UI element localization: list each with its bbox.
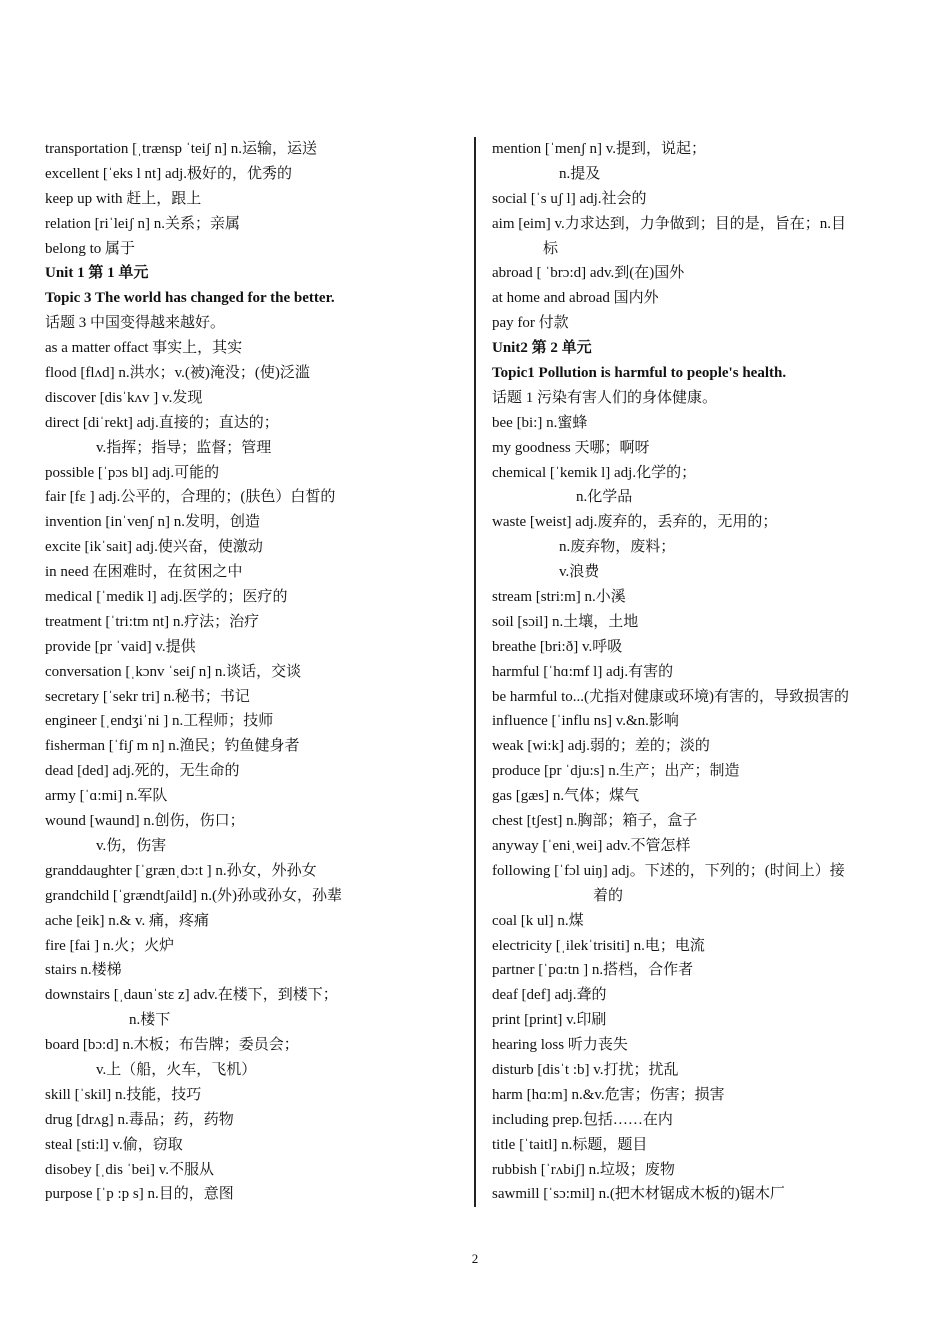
vocab-line: provide [pr ˈvaid] v.提供 xyxy=(45,638,196,655)
vocab-line: medical [ˈmedik l] adj.医学的；医疗的 xyxy=(45,589,288,606)
right-column xyxy=(492,137,912,1207)
vocab-line: v.上（船，火车，飞机） xyxy=(96,1061,257,1078)
vocab-line: bee [bi:] n.蜜蜂 xyxy=(492,414,588,431)
vocab-line: engineer [ˌendʒiˈni ] n.工程师；技师 xyxy=(45,713,274,730)
vocab-line: excellent [ˈeks l nt] adj.极好的，优秀的 xyxy=(45,165,293,182)
vocab-line: social [ˈs uʃ l] adj.社会的 xyxy=(492,190,647,207)
vocab-line: rubbish [ˈrʌbiʃ] n.垃圾；废物 xyxy=(492,1161,675,1178)
vocab-line: stairs n.楼梯 xyxy=(45,962,122,979)
vocab-line: fisherman [ˈfiʃ m n] n.渔民；钓鱼健身者 xyxy=(45,738,300,755)
vocab-line: grandchild [ˈgrændtʃaild] n.(外)孙或孙女，孙辈 xyxy=(45,887,343,904)
vocab-line: steal [sti:l] v.偷，窃取 xyxy=(45,1136,183,1153)
vocab-line: chemical [ˈkemik l] adj.化学的； xyxy=(492,464,697,481)
vocab-line: conversation [ˌkɔnv ˈseiʃ n] n.谈话，交谈 xyxy=(45,663,302,680)
vocab-line: influence [ˈinflu ns] v.&n.影响 xyxy=(492,713,679,730)
section-heading: Unit2 第 2 单元 xyxy=(492,340,592,357)
vocab-line: weak [wi:k] adj.弱的；差的；淡的 xyxy=(492,738,710,755)
vocab-line: gas [gæs] n.气体；煤气 xyxy=(492,788,640,805)
vocab-line: ache [eik] n.& v. 痛，疼痛 xyxy=(45,912,209,929)
vocab-line: downstairs [ˌdaunˈstɛ z] adv.在楼下，到楼下； xyxy=(45,987,338,1004)
vocab-line: dead [ded] adj.死的，无生命的 xyxy=(45,763,240,780)
vocab-line: flood [flʌd] n.洪水；v.(被)淹没；(使)泛滥 xyxy=(45,365,310,382)
vocab-line: board [bɔ:d] n.木板；布告牌；委员会； xyxy=(45,1037,299,1054)
vocab-line: electricity [ˌilekˈtrisiti] n.电；电流 xyxy=(492,937,705,954)
vocab-line: skill [ˈskil] n.技能，技巧 xyxy=(45,1086,202,1103)
vocab-line: wound [waund] n.创伤，伤口； xyxy=(45,813,245,830)
vocab-line: drug [drʌg] n.毒品；药，药物 xyxy=(45,1111,234,1128)
vocab-line: deaf [def] adj.聋的 xyxy=(492,987,607,1004)
vocab-line: abroad [ ˈbrɔ:d] adv.到(在)国外 xyxy=(492,265,685,282)
vocab-line: disturb [disˈt :b] v.打扰；扰乱 xyxy=(492,1061,679,1078)
vocab-line: belong to 属于 xyxy=(45,240,135,257)
vocab-line: coal [k ul] n.煤 xyxy=(492,912,584,929)
vocab-line: invention [inˈvenʃ n] n.发明，创造 xyxy=(45,514,260,531)
vocab-line: relation [riˈleiʃ n] n.关系；亲属 xyxy=(45,215,240,232)
vocab-line: including prep.包括……在内 xyxy=(492,1111,673,1128)
vocab-line: discover [disˈkʌv ] v.发现 xyxy=(45,389,203,406)
page-number: 2 xyxy=(471,1251,479,1266)
vocab-line: print [print] v.印刷 xyxy=(492,1012,607,1029)
vocab-line: transportation [ˌtrænsp ˈteiʃ n] n.运输，运送 xyxy=(45,141,318,157)
vocab-line: 标 xyxy=(543,240,559,257)
section-heading: Unit 1 第 1 单元 xyxy=(45,265,149,282)
vocab-line: harmful [ˈhɑ:mf l] adj.有害的 xyxy=(492,663,674,680)
vocab-line: 话题 1 污染有害人们的身体健康。 xyxy=(492,389,718,406)
vocab-line: 着的 xyxy=(593,887,624,904)
vocab-line: n.化学品 xyxy=(576,489,633,506)
vocab-line: pay for 付款 xyxy=(492,315,569,332)
vocab-line: n.废弃物，废料； xyxy=(559,539,676,556)
vocab-line: aim [eim] v.力求达到，力争做到；目的是，旨在；n.目 xyxy=(492,215,847,232)
vocab-line: army [ˈɑ:mi] n.军队 xyxy=(45,788,168,805)
vocab-line: partner [ˈpɑ:tn ] n.搭档，合作者 xyxy=(492,962,694,979)
column-divider xyxy=(474,137,476,1207)
vocab-line: produce [pr ˈdju:s] n.生产；出产；制造 xyxy=(492,763,740,780)
vocab-line: disobey [ˌdis ˈbei] v.不服从 xyxy=(45,1161,214,1178)
vocab-line: waste [weist] adj.废弃的，丢弃的，无用的； xyxy=(492,514,778,531)
vocab-line: v.伤，伤害 xyxy=(96,837,167,854)
vocab-line: v.指挥；指导；监督；管理 xyxy=(96,439,272,456)
vocab-line: soil [sɔil] n.土壤，土地 xyxy=(492,613,639,630)
left-column xyxy=(45,137,465,1207)
section-heading: Topic1 Pollution is harmful to people's health. xyxy=(492,365,787,382)
vocab-line: mention [ˈmenʃ n] v.提到，说起； xyxy=(492,141,706,157)
vocab-line: fair [fɛ ] adj.公平的，合理的；(肤色）白皙的 xyxy=(45,489,336,506)
vocab-line: granddaughter [ˈgrænˌdɔ:t ] n.孙女，外孙女 xyxy=(45,862,317,879)
vocab-line: at home and abroad 国内外 xyxy=(492,290,659,307)
vocab-line: my goodness 天哪；啊呀 xyxy=(492,439,650,456)
vocab-line: n.楼下 xyxy=(129,1012,171,1029)
vocab-line: n.提及 xyxy=(559,165,601,182)
vocab-line: v.浪费 xyxy=(559,564,600,581)
vocab-line: harm [hɑ:m] n.&v.危害；伤害；损害 xyxy=(492,1086,725,1103)
vocab-line: title [ˈtaitl] n.标题，题目 xyxy=(492,1136,648,1153)
vocab-line: anyway [ˈeniˌwei] adv.不管怎样 xyxy=(492,837,691,854)
vocab-line: following [ˈfɔl uiŋ] adj。下述的，下列的；(时间上）接 xyxy=(492,862,845,879)
vocab-line: hearing loss 听力丧失 xyxy=(492,1037,628,1054)
vocab-line: secretary [ˈsekr tri] n.秘书；书记 xyxy=(45,688,250,705)
vocab-line: 话题 3 中国变得越来越好。 xyxy=(45,315,226,332)
vocab-line: in need 在困难时，在贫困之中 xyxy=(45,564,243,581)
vocab-line: possible [ˈpɔs bl] adj.可能的 xyxy=(45,464,220,481)
vocab-line: chest [tʃest] n.胸部；箱子，盒子 xyxy=(492,813,698,830)
vocab-line: breathe [bri:ð] v.呼吸 xyxy=(492,638,623,655)
vocab-line: fire [fai ] n.火；火炉 xyxy=(45,937,175,954)
vocab-line: keep up with 赶上，跟上 xyxy=(45,190,202,207)
vocab-line: sawmill [ˈsɔ:mil] n.(把木材锯成木板的)锯木厂 xyxy=(492,1186,785,1203)
vocab-line: treatment [ˈtri:tm nt] n.疗法；治疗 xyxy=(45,613,260,630)
vocab-line: stream [stri:m] n.小溪 xyxy=(492,589,626,606)
vocab-line: as a matter offact 事实上，其实 xyxy=(45,340,243,357)
vocab-line: purpose [ˈp :p s] n.目的，意图 xyxy=(45,1186,234,1203)
section-heading: Topic 3 The world has changed for the better. xyxy=(45,290,335,307)
vocab-line: direct [diˈrekt] adj.直接的；直达的； xyxy=(45,414,279,431)
vocab-line: be harmful to...(尤指对健康或环境)有害的，导致损害的 xyxy=(492,688,850,705)
vocab-line: excite [ikˈsait] adj.使兴奋，使激动 xyxy=(45,539,263,556)
